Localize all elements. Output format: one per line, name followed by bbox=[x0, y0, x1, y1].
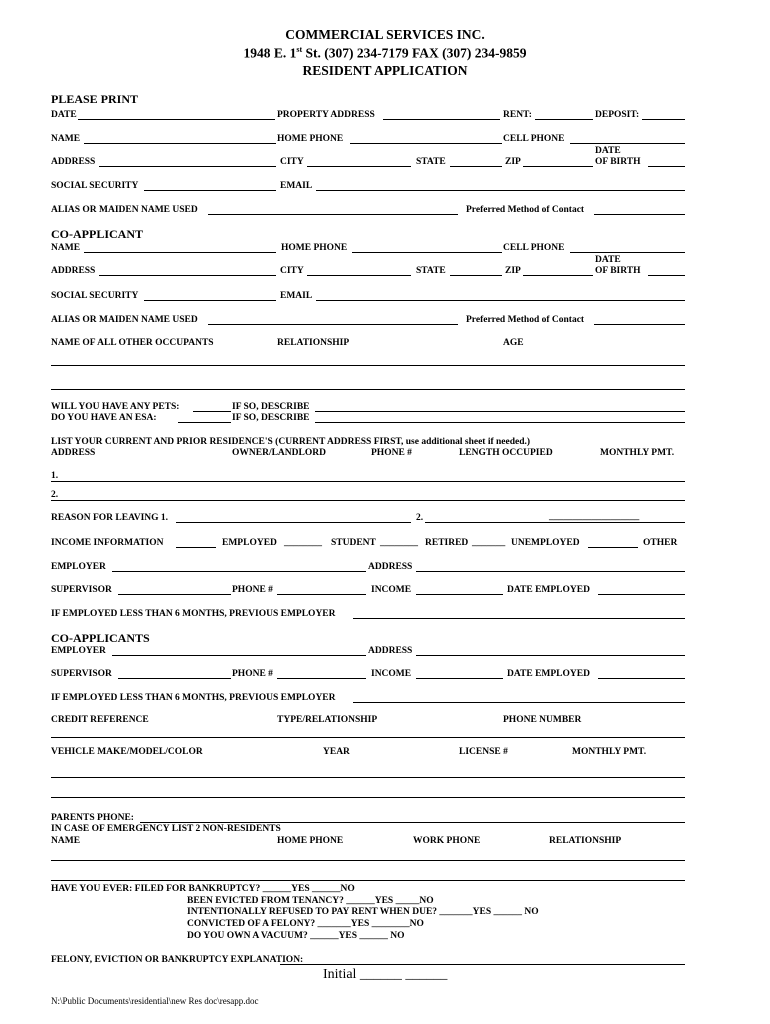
employer-field[interactable] bbox=[112, 571, 366, 572]
co-zip-label: ZIP bbox=[505, 266, 521, 276]
dob-field[interactable] bbox=[648, 166, 685, 167]
co-dob-field[interactable] bbox=[648, 275, 685, 276]
occupants-relationship-label: RELATIONSHIP bbox=[277, 338, 350, 348]
cell-phone-field[interactable] bbox=[570, 143, 685, 144]
income-field[interactable] bbox=[416, 594, 503, 595]
please-print: PLEASE PRINT bbox=[51, 92, 139, 106]
dob-label-line1: DATE bbox=[595, 146, 621, 156]
emergency-intro: IN CASE OF EMERGENCY LIST 2 NON-RESIDENTS bbox=[51, 824, 281, 834]
residence-length-header: LENGTH OCCUPIED bbox=[459, 448, 553, 458]
co-address-label: ADDRESS bbox=[51, 266, 96, 276]
co-cell-phone-label: CELL PHONE bbox=[503, 243, 565, 253]
co-home-phone-field[interactable] bbox=[352, 252, 502, 253]
credit-line[interactable] bbox=[51, 737, 685, 738]
co-zip-field[interactable] bbox=[523, 275, 593, 276]
co-income-label: INCOME bbox=[371, 669, 412, 679]
co-name-field[interactable] bbox=[84, 252, 276, 253]
student-blank[interactable]: ________ bbox=[380, 538, 418, 548]
state-label: STATE bbox=[416, 157, 446, 167]
unemployed-label: UNEMPLOYED bbox=[511, 538, 580, 548]
name-label: NAME bbox=[51, 134, 81, 144]
employer-label: EMPLOYER bbox=[51, 562, 106, 572]
state-field[interactable] bbox=[450, 166, 502, 167]
pets-label: WILL YOU HAVE ANY PETS: bbox=[51, 402, 180, 412]
vehicle-monthly-label: MONTHLY PMT. bbox=[572, 747, 647, 757]
contact-label: Preferred Method of Contact bbox=[466, 205, 585, 215]
property-address-label: PROPERTY ADDRESS bbox=[277, 110, 375, 120]
co-supervisor-label: SUPERVISOR bbox=[51, 669, 112, 679]
co-contact-field[interactable] bbox=[594, 324, 685, 325]
co-home-phone-label: HOME PHONE bbox=[281, 243, 348, 253]
prev-employer-field[interactable] bbox=[353, 618, 685, 619]
co-alias-field[interactable] bbox=[208, 324, 458, 325]
date-employed-field[interactable] bbox=[598, 594, 685, 595]
employed-label: EMPLOYED bbox=[222, 538, 277, 548]
co-employer-field[interactable] bbox=[112, 655, 366, 656]
emergency-work-phone-label: WORK PHONE bbox=[413, 836, 481, 846]
email-label: EMAIL bbox=[280, 181, 313, 191]
bankruptcy-question: HAVE YOU EVER: FILED FOR BANKRUPTCY? ______YES ______NO bbox=[51, 884, 355, 894]
date-employed-label: DATE EMPLOYED bbox=[507, 585, 590, 595]
esa-describe-field[interactable] bbox=[315, 422, 685, 423]
ssn-field[interactable] bbox=[144, 190, 276, 191]
co-supervisor-field[interactable] bbox=[118, 678, 231, 679]
residence-row-2-label: 2. bbox=[51, 490, 59, 500]
residence-row-1-label: 1. bbox=[51, 471, 59, 481]
rent-label: RENT: bbox=[503, 110, 532, 120]
initials-field[interactable]: Initial ______ ______ bbox=[323, 967, 448, 982]
alias-field[interactable] bbox=[208, 214, 458, 215]
student-label: STUDENT bbox=[331, 538, 376, 548]
occupants-label: NAME OF ALL OTHER OCCUPANTS bbox=[51, 338, 214, 348]
emergency-line-1[interactable] bbox=[51, 860, 685, 861]
refused-rent-question: INTENTIONALLY REFUSED TO PAY RENT WHEN DUE? _______YES ______ NO bbox=[187, 907, 539, 917]
income-info-label: INCOME INFORMATION bbox=[51, 538, 164, 548]
zip-field[interactable] bbox=[523, 166, 593, 167]
alias-label: ALIAS OR MAIDEN NAME USED bbox=[51, 205, 198, 215]
co-state-field[interactable] bbox=[450, 275, 502, 276]
esa-label: DO YOU HAVE AN ESA: bbox=[51, 413, 157, 423]
emergency-home-phone-label: HOME PHONE bbox=[277, 836, 344, 846]
footer-file-path: N:\Public Documents\residential\new Res doc\resapp.doc bbox=[51, 996, 259, 1006]
supervisor-phone-label: PHONE # bbox=[232, 585, 273, 595]
coapplicants-title: CO-APPLICANTS bbox=[51, 631, 150, 645]
co-supervisor-phone-label: PHONE # bbox=[232, 669, 273, 679]
emergency-relationship-label: RELATIONSHIP bbox=[549, 836, 622, 846]
residence-address-header: ADDRESS bbox=[51, 448, 96, 458]
co-dob-label-line2: OF BIRTH bbox=[595, 266, 641, 276]
employer-address-field[interactable] bbox=[416, 571, 685, 572]
contact-field[interactable] bbox=[594, 214, 685, 215]
co-employer-address-label: ADDRESS bbox=[368, 646, 413, 656]
residence-monthly-header: MONTHLY PMT. bbox=[600, 448, 675, 458]
vehicle-year-label: YEAR bbox=[323, 747, 350, 757]
employer-address-label: ADDRESS bbox=[368, 562, 413, 572]
co-email-field[interactable] bbox=[316, 300, 685, 301]
explanation-label: FELONY, EVICTION OR BANKRUPTCY EXPLANATION: bbox=[51, 955, 304, 965]
email-field[interactable] bbox=[316, 190, 685, 191]
co-income-field[interactable] bbox=[416, 678, 503, 679]
supervisor-label: SUPERVISOR bbox=[51, 585, 112, 595]
address-field[interactable] bbox=[99, 166, 276, 167]
co-employer-label: EMPLOYER bbox=[51, 646, 106, 656]
parents-phone-field[interactable] bbox=[140, 822, 685, 823]
co-address-field[interactable] bbox=[99, 275, 276, 276]
home-phone-field[interactable] bbox=[350, 143, 502, 144]
reason-leaving-label: REASON FOR LEAVING 1. bbox=[51, 513, 169, 523]
retired-label: RETIRED bbox=[425, 538, 469, 548]
pets-field[interactable] bbox=[193, 411, 231, 412]
residence-owner-header: OWNER/LANDLORD bbox=[232, 448, 326, 458]
emergency-name-label: NAME bbox=[51, 836, 81, 846]
dob-label-line2: OF BIRTH bbox=[595, 157, 641, 167]
co-supervisor-phone-field[interactable] bbox=[277, 678, 366, 679]
vehicle-line-2[interactable] bbox=[51, 797, 685, 798]
other-label: OTHER bbox=[643, 538, 678, 548]
city-field[interactable] bbox=[307, 166, 411, 167]
employed-blank[interactable]: ________ bbox=[284, 538, 322, 548]
co-date-employed-label: DATE EMPLOYED bbox=[507, 669, 590, 679]
rent-field[interactable] bbox=[535, 119, 593, 120]
income-info-field[interactable] bbox=[176, 547, 216, 548]
co-prev-employer-field[interactable] bbox=[353, 702, 685, 703]
ssn-label: SOCIAL SECURITY bbox=[51, 181, 139, 191]
zip-label: ZIP bbox=[505, 157, 521, 167]
income-label: INCOME bbox=[371, 585, 412, 595]
cell-phone-label: CELL PHONE bbox=[503, 134, 565, 144]
property-address-field[interactable] bbox=[383, 119, 500, 120]
vacuum-question: DO YOU OWN A VACUUM? ______YES ______ NO bbox=[187, 931, 405, 941]
co-prev-employer-label: IF EMPLOYED LESS THAN 6 MONTHS, PREVIOUS EMPLOYER bbox=[51, 693, 336, 703]
co-employer-address-field[interactable] bbox=[416, 655, 685, 656]
vehicle-make-label: VEHICLE MAKE/MODEL/COLOR bbox=[51, 747, 203, 757]
company-name: COMMERCIAL SERVICES INC. bbox=[285, 27, 485, 42]
emergency-line-2[interactable] bbox=[51, 880, 685, 881]
occupants-line-2[interactable] bbox=[51, 389, 685, 390]
home-phone-label: HOME PHONE bbox=[277, 134, 344, 144]
co-city-label: CITY bbox=[280, 266, 304, 276]
supervisor-phone-field[interactable] bbox=[277, 594, 366, 595]
reason-leaving-2-label: 2. bbox=[416, 513, 424, 523]
credit-reference-label: CREDIT REFERENCE bbox=[51, 715, 149, 725]
co-cell-phone-field[interactable] bbox=[570, 252, 685, 253]
co-email-label: EMAIL bbox=[280, 291, 313, 301]
coapplicant-title: CO-APPLICANT bbox=[51, 227, 143, 241]
name-field[interactable] bbox=[84, 143, 276, 144]
vehicle-line-1[interactable] bbox=[51, 777, 685, 778]
explanation-field[interactable] bbox=[280, 964, 685, 965]
residence-row-2-field[interactable] bbox=[51, 500, 685, 501]
form-title: RESIDENT APPLICATION bbox=[302, 63, 468, 78]
co-ssn-field[interactable] bbox=[144, 300, 276, 301]
deposit-label: DEPOSIT: bbox=[595, 110, 640, 120]
co-city-field[interactable] bbox=[307, 275, 411, 276]
pets-describe-field[interactable] bbox=[315, 411, 685, 412]
co-ssn-label: SOCIAL SECURITY bbox=[51, 291, 139, 301]
co-name-label: NAME bbox=[51, 243, 81, 253]
occupants-age-label: AGE bbox=[503, 338, 524, 348]
evicted-question: BEEN EVICTED FROM TENANCY? ______YES _____NO bbox=[187, 896, 434, 906]
residence-phone-header: PHONE # bbox=[371, 448, 412, 458]
esa-field[interactable] bbox=[178, 422, 231, 423]
credit-type-label: TYPE/RELATIONSHIP bbox=[277, 715, 378, 725]
retired-blank[interactable]: _______ bbox=[472, 538, 506, 548]
supervisor-field[interactable] bbox=[118, 594, 231, 595]
company-address: 1948 E. 1st St. (307) 234-7179 FAX (307) 234-9859 bbox=[243, 45, 527, 61]
co-date-employed-field[interactable] bbox=[598, 678, 685, 679]
co-alias-label: ALIAS OR MAIDEN NAME USED bbox=[51, 315, 198, 325]
co-contact-label: Preferred Method of Contact bbox=[466, 315, 585, 325]
deposit-field[interactable] bbox=[642, 119, 685, 120]
esa-describe-label: IF SO, DESCRIBE bbox=[232, 413, 310, 423]
credit-phone-label: PHONE NUMBER bbox=[503, 715, 582, 725]
occupants-line-1[interactable] bbox=[51, 365, 685, 366]
vehicle-license-label: LICENSE # bbox=[459, 747, 508, 757]
felony-question: CONVICTED OF A FELONY? _______YES ________NO bbox=[187, 919, 424, 929]
pets-describe-label: IF SO, DESCRIBE bbox=[232, 402, 310, 412]
reason-leaving-1-field[interactable] bbox=[176, 522, 411, 523]
date-field[interactable] bbox=[78, 119, 275, 120]
residence-row-1-field[interactable] bbox=[51, 481, 685, 482]
parents-phone-label: PARENTS PHONE: bbox=[51, 813, 134, 823]
residence-intro: LIST YOUR CURRENT AND PRIOR RESIDENCE'S (CURRENT ADDRESS FIRST, use additional sheet if needed.) bbox=[51, 437, 531, 447]
address-label: ADDRESS bbox=[51, 157, 96, 167]
city-label: CITY bbox=[280, 157, 304, 167]
date-label: DATE bbox=[51, 110, 77, 120]
co-dob-label-line1: DATE bbox=[595, 255, 621, 265]
co-state-label: STATE bbox=[416, 266, 446, 276]
reason-leaving-2-blank: ___________________ bbox=[549, 512, 640, 522]
prev-employer-label: IF EMPLOYED LESS THAN 6 MONTHS, PREVIOUS EMPLOYER bbox=[51, 609, 336, 619]
unemployed-field[interactable] bbox=[588, 547, 638, 548]
